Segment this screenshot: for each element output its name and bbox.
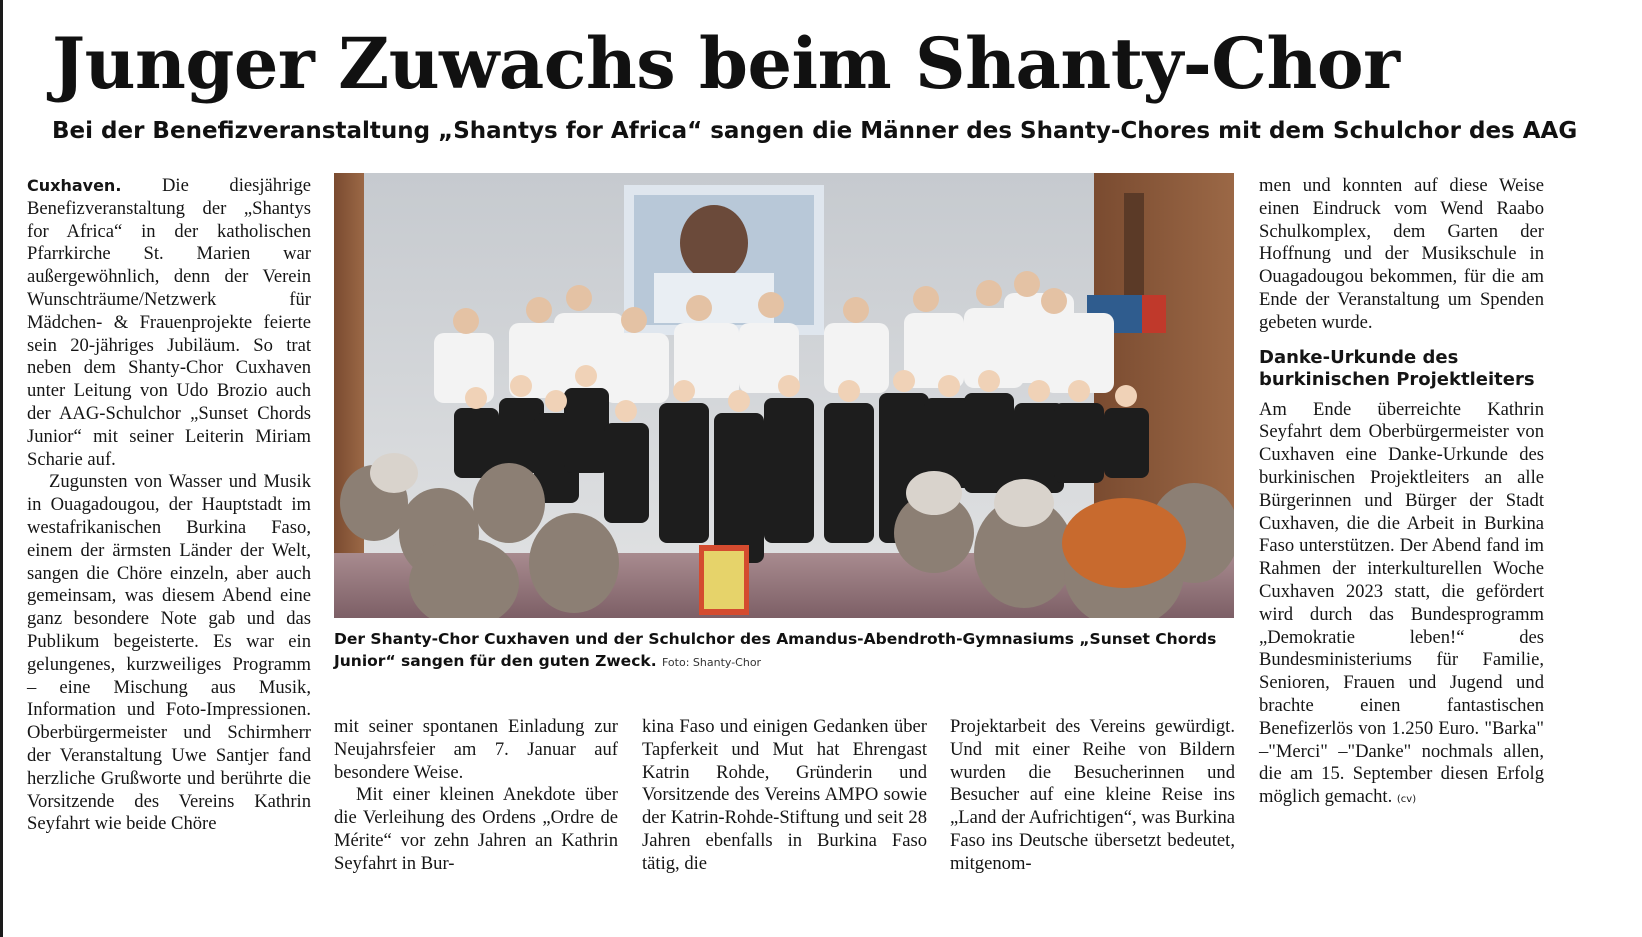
article-paragraph: Zugunsten von Wasser und Musik in Ouagadougou, der Hauptstadt im westafrikanischen Burkina Faso, einem der ärmsten Länder der Welt, sangen die Chöre einzeln, aber auch gemeinsam, was diesem Abend eine ganz besondere Note gab und das Publikum begeisterte. Es war ein gelungenes, kurzweiliges Programm – eine Mischung aus Musik, Information und Foto-Impressionen. Oberbürgermeister und Schirmherr der Veranstaltung Uwe Santjer fand herzliche Grußworte und berührte die Vorsitzende des Vereins Kathrin Seyfahrt wie beide Chöre xyxy=(27,471,311,835)
article-paragraph: Mit einer kleinen Anekdote über die Verleihung des Ordens „Ordre de Mérite“ vor zehn Jahren an Kathrin Seyfahrt in Bur- xyxy=(334,784,618,874)
article-column-1 xyxy=(27,175,311,875)
article-paragraph xyxy=(1259,399,1544,812)
article-column-5 xyxy=(1259,175,1544,880)
article-column-3 xyxy=(642,716,927,876)
article-column-2 xyxy=(334,716,618,876)
paragraph-text: Die diesjährige Benefizveranstaltung der „Shantys for Africa“ in der katholischen Pfarrkirche St. Marien war außergewöhnlich, denn der Verein Wunschträume/Netzwerk für Mädchen- & Frauenprojekte feierte sein 20-jähriges Jubiläum. So trat neben dem Shanty-Chor Cuxhaven unter Leitung von Udo Brozio auch der AAG-Schulchor „Sunset Chords Junior“ mit seiner Leiterin Miriam Scharie auf. xyxy=(27,175,311,470)
article-paragraph xyxy=(27,175,311,471)
choir-photo xyxy=(334,173,1234,618)
article-paragraph: mit seiner spontanen Einladung zur Neujahrsfeier am 7. Januar auf besondere Weise. xyxy=(334,716,618,783)
dateline: Cuxhaven. xyxy=(27,176,122,195)
page-edge-rule xyxy=(0,0,3,937)
article-paragraph: kina Faso und einigen Gedanken über Tapferkeit und Mut hat Ehrengast Katrin Rohde, Gründerin und Vorsitzende des Vereins AMPO sowie der Katrin-Rohde-Stiftung und seit 28 Jahren ebenfalls in Burkina Faso tätig, die xyxy=(642,716,927,874)
article-subheadline: Bei der Benefizveranstaltung „Shantys for Africa“ sangen die Männer des Shanty-Chores mit dem Schulchor des AAG xyxy=(52,118,1578,144)
article-paragraph: men und konnten auf diese Weise einen Eindruck vom Wend Raabo Schulkomplex, dem Garten der Hoffnung und der Musikschule in Ouagadougou bekommen, für die am Ende der Veranstaltung um Spenden gebeten wurde. xyxy=(1259,175,1544,333)
article-headline: Junger Zuwachs beim Shanty-Chor xyxy=(52,22,1400,105)
article-column-4 xyxy=(950,716,1235,876)
article-subheading: Danke-Urkunde des burkinischen Projektleiters xyxy=(1259,346,1535,390)
photo-credit: Foto: Shanty-Chor xyxy=(662,656,762,669)
article-paragraph: Projektarbeit des Vereins gewürdigt. Und mit einer Reihe von Bildern wurden die Besucherinnen und Besucher auf eine kleine Reise ins „Land der Aufrichtigen“, was Burkina Faso ins Deutsche übersetzt bedeutet, mitgenom- xyxy=(950,716,1235,874)
author-initials: (cv) xyxy=(1396,794,1417,806)
photo-caption xyxy=(334,628,1234,674)
paragraph-text: Am Ende überreichte Kathrin Seyfahrt dem Oberbürgermeister von Cuxhaven eine Danke-Urkunde des burkinischen Projektleiters an alle Bürgerinnen und Bürger der Stadt Cuxhaven, die die Arbeit in Burkina Faso unterstützen. Der Abend fand im Rahmen der interkulturellen Woche Cuxhaven 2023 statt, die gefördert wird durch das Bundesprogramm „Demokratie leben!“ des Bundesministeriums für Familie, Senioren, Frauen und Jugend und brachte einen fantastischen Benefizerlös von 1.250 Euro. "Barka" –"Merci" –"Danke" nochmals allen, die am 15. September diesen Erfolg möglich gemacht. xyxy=(1259,398,1544,808)
photo-caption-text: Der Shanty-Chor Cuxhaven und der Schulchor des Amandus-Abendroth-Gymnasiums „Sunset Chords Junior“ sangen für den guten Zweck. xyxy=(334,630,1217,670)
